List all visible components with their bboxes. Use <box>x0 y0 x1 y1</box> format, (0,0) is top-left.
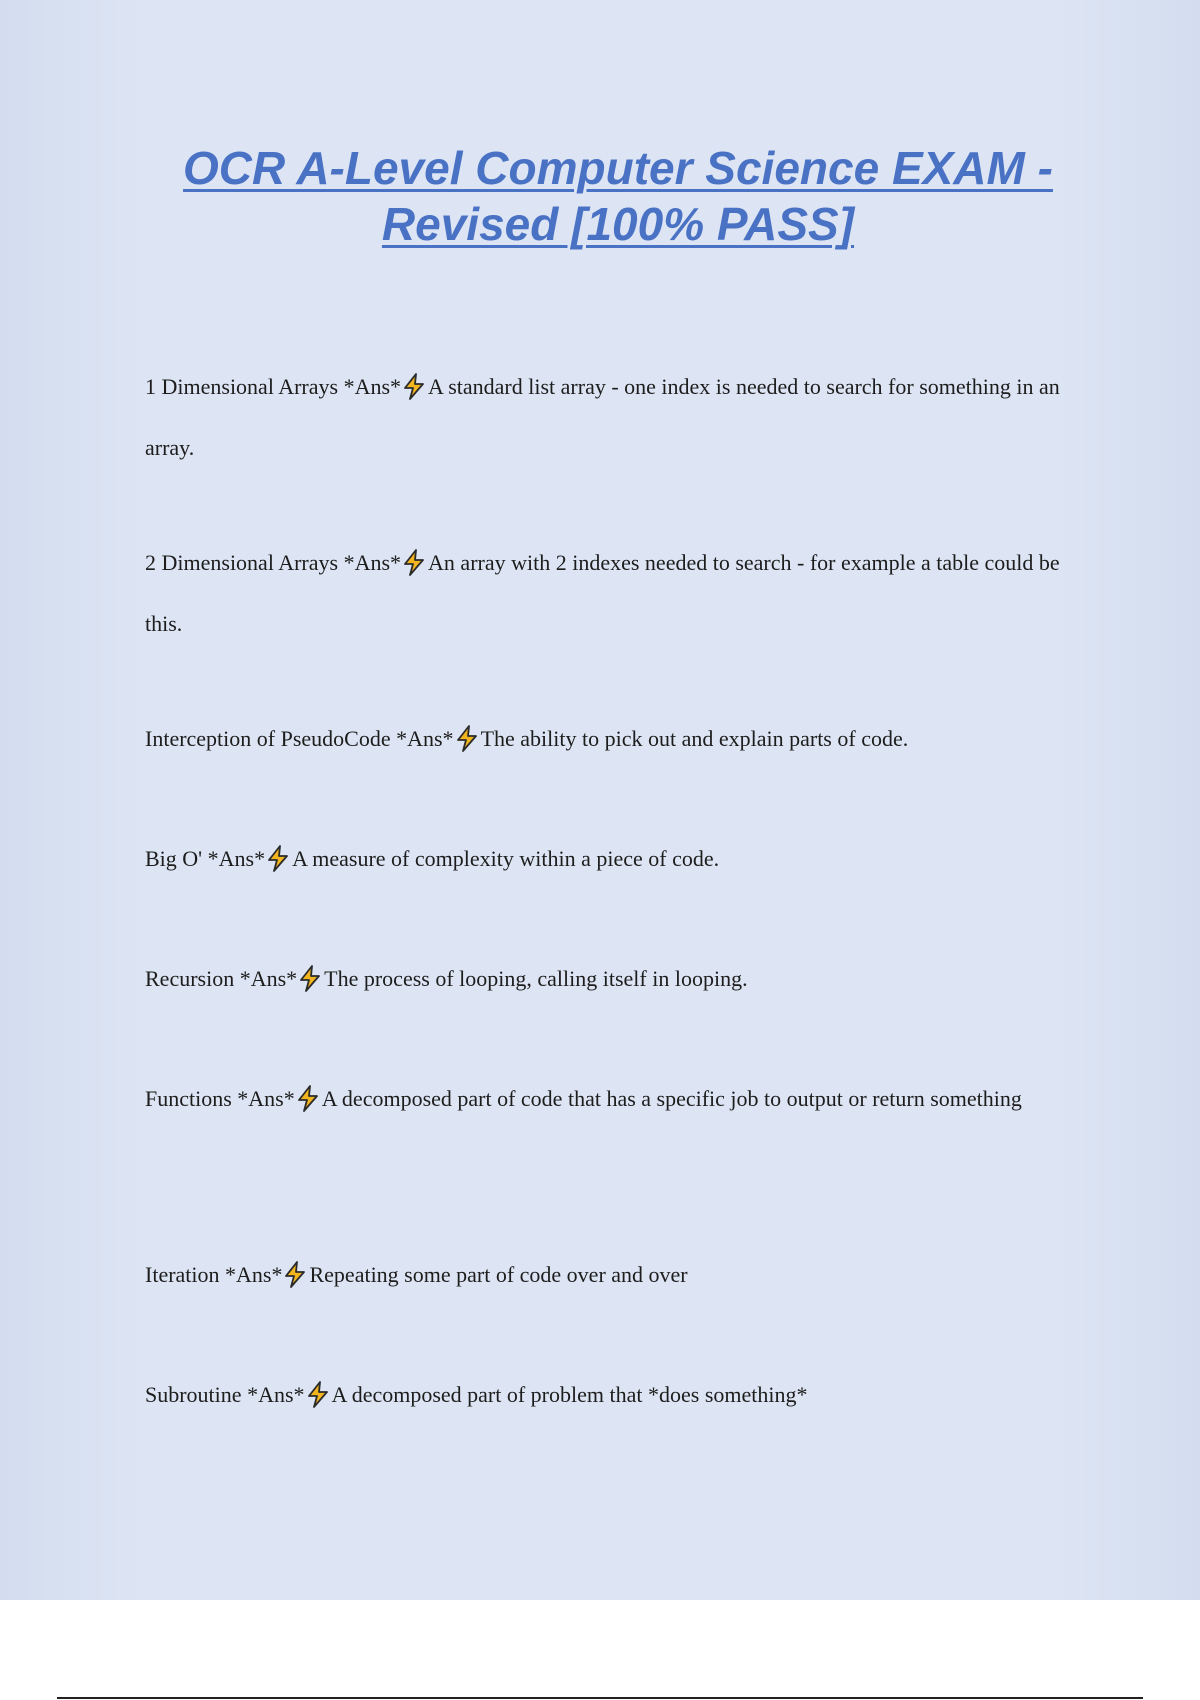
entry-term: 1 Dimensional Arrays <box>145 374 339 399</box>
entry-answer: The process of looping, calling itself in looping. <box>324 966 748 991</box>
entry-term: 2 Dimensional Arrays <box>145 550 339 575</box>
entry-answer: A decomposed part of problem that *does something* <box>331 1382 808 1407</box>
entry-marker: *Ans* <box>343 550 402 575</box>
entry-term: Interception of PseudoCode <box>145 726 391 751</box>
lightning-bolt-icon <box>296 1085 320 1112</box>
entry-answer: A measure of complexity within a piece of code. <box>292 846 720 871</box>
entry-answer: The ability to pick out and explain parts of code. <box>480 726 909 751</box>
entry-term: Iteration <box>145 1262 220 1287</box>
lightning-bolt-icon <box>298 965 322 992</box>
qa-entry <box>145 948 1085 1009</box>
entry-marker: *Ans* <box>239 966 298 991</box>
entry-answer: Repeating some part of code over and over <box>309 1262 688 1287</box>
title-line-2: Revised [100% PASS] <box>381 198 855 250</box>
entry-marker: *Ans* <box>225 1262 283 1287</box>
entry-term: Recursion <box>145 966 235 991</box>
entry-marker: *Ans* <box>207 846 266 871</box>
qa-entry <box>145 532 1085 654</box>
qa-entry <box>145 1068 1085 1129</box>
document-title <box>0 140 1200 252</box>
entry-term: Functions <box>145 1086 232 1111</box>
entry-term: Big O' <box>145 846 203 871</box>
qa-entry <box>145 708 1085 769</box>
qa-entry <box>145 828 1085 889</box>
entry-answer: A decomposed part of code that has a specific job to output or return something <box>321 1086 1022 1111</box>
entry-term: Subroutine <box>145 1382 242 1407</box>
lightning-bolt-icon <box>402 549 426 576</box>
lightning-bolt-icon <box>266 845 290 872</box>
footer-divider <box>57 1697 1143 1699</box>
lightning-bolt-icon <box>283 1261 307 1288</box>
entry-answer: A standard list array - one index is needed to search for something in an array. <box>145 374 1060 460</box>
entry-marker: *Ans* <box>343 374 402 399</box>
lightning-bolt-icon <box>306 1381 330 1408</box>
lightning-bolt-icon <box>402 373 426 400</box>
entry-marker: *Ans* <box>396 726 454 751</box>
qa-entry <box>145 356 1085 478</box>
entry-marker: *Ans* <box>237 1086 295 1111</box>
lightning-bolt-icon <box>455 725 479 752</box>
title-line-1: OCR A-Level Computer Science EXAM - <box>183 142 1053 194</box>
entry-answer: An array with 2 indexes needed to search - for example a table could be this. <box>145 550 1060 636</box>
qa-entry <box>145 1244 1085 1305</box>
qa-entry <box>145 1364 1085 1425</box>
entry-marker: *Ans* <box>247 1382 305 1407</box>
